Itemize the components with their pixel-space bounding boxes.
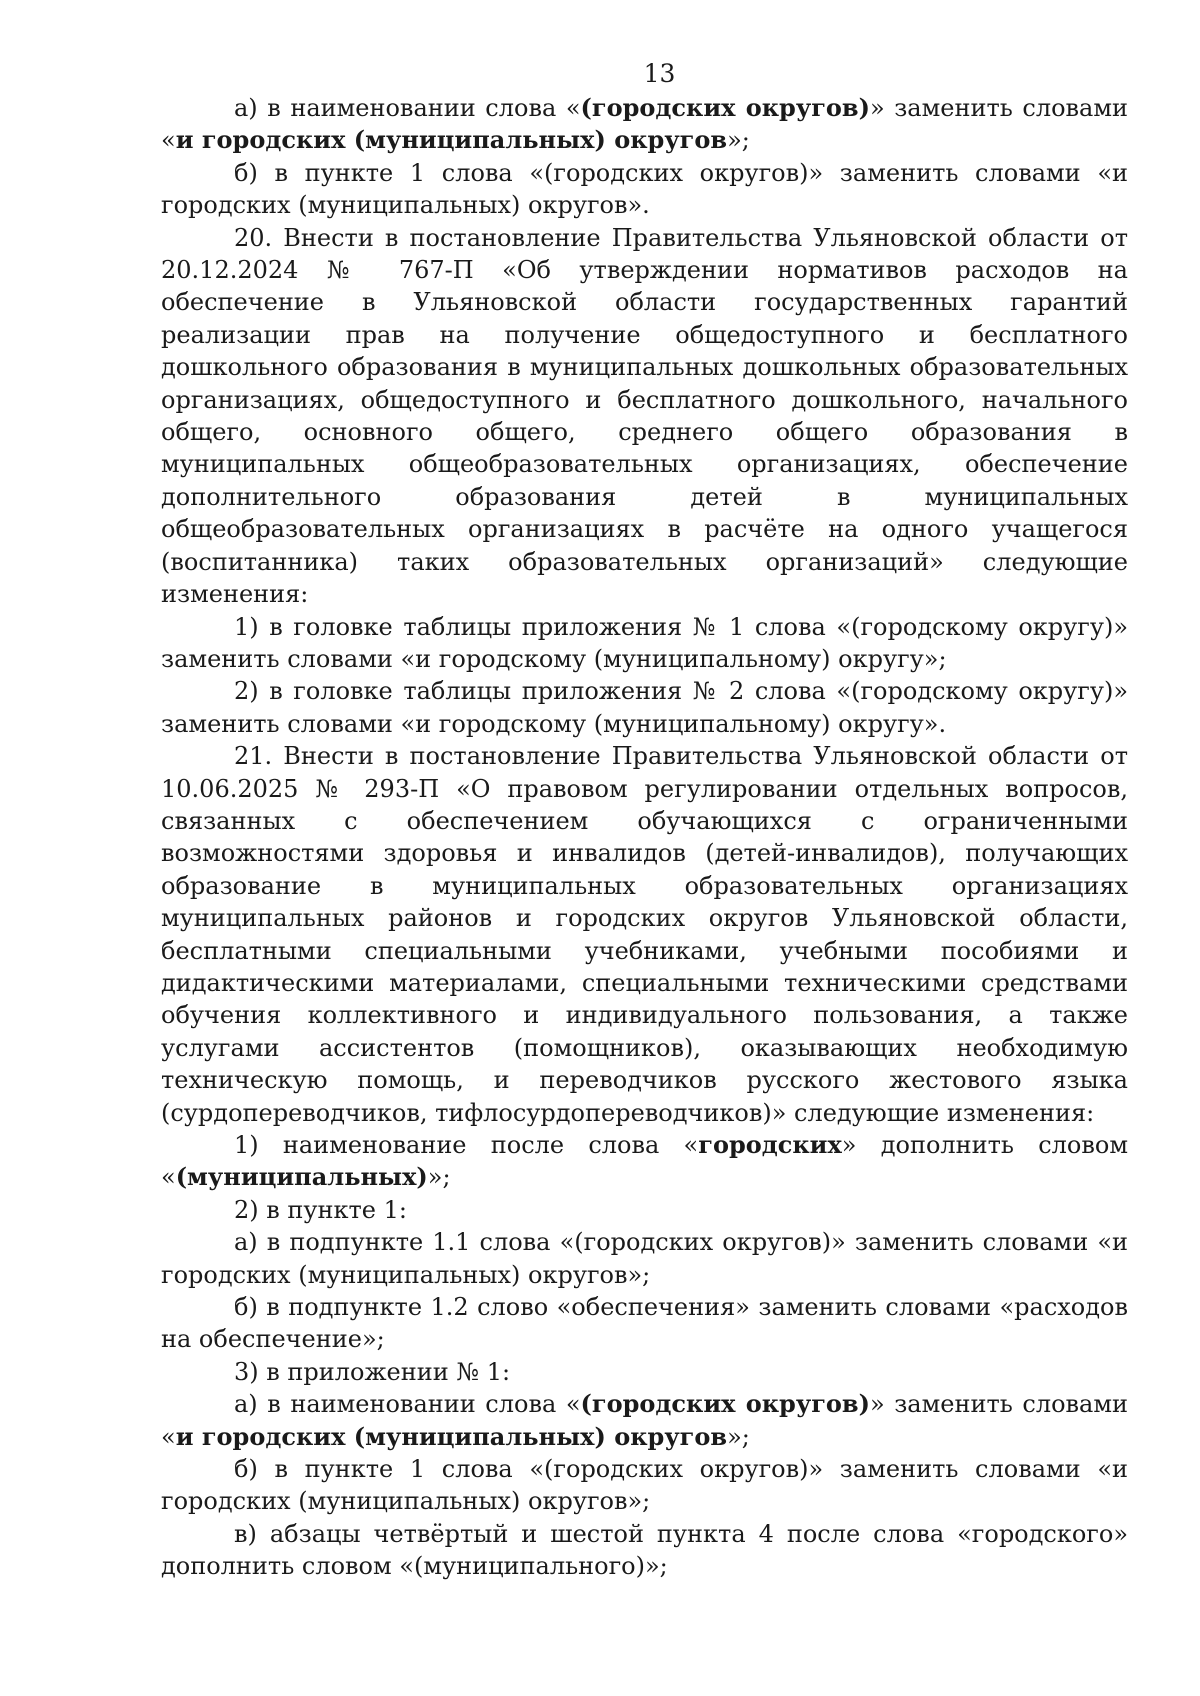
text-segment: а) в подпункте 1.1 слова «(городских округов)» заменить словами «и городских (муниципальных) округов»; — [161, 1228, 1128, 1289]
paragraph-p14 — [161, 1518, 1128, 1583]
bold-text-segment: (муниципальных) — [175, 1162, 428, 1192]
text-segment: в) абзацы четвёртый и шестой пункта 4 после слова «городского» дополнить словом «(муниципального)»; — [161, 1519, 1128, 1581]
page-number: 13 — [643, 59, 676, 88]
bold-text-segment: (городских округов) — [580, 93, 870, 122]
text-segment: » дополнить словом « — [161, 1131, 1128, 1192]
text-segment: 1) в головке таблицы приложения № 1 слова «(городскому округу)» заменить словами «и городскому (муниципальному) округу»; — [161, 612, 1128, 673]
text-segment: »; — [727, 126, 750, 155]
paragraph-p13 — [161, 1453, 1128, 1518]
text-segment: 1) наименование после слова « — [234, 1131, 699, 1159]
text-segment: » заменить словами « — [161, 1390, 1128, 1451]
paragraph-p6 — [161, 740, 1128, 1129]
paragraph-p11 — [161, 1356, 1128, 1388]
text-segment: б) в подпункте 1.2 слово «обеспечения» заменить словами «расходов на обеспечение»; — [161, 1293, 1128, 1354]
bold-text-segment: (городских округов) — [580, 1389, 870, 1419]
text-segment: 2) в головке таблицы приложения № 2 слова «(городскому округу)» заменить словами «и городскому (муниципальному) округу». — [161, 677, 1128, 738]
paragraph-p2 — [161, 157, 1128, 222]
text-segment: » заменить словами « — [161, 94, 1128, 155]
text-segment: 3) в приложении № 1: — [234, 1357, 511, 1386]
bold-text-segment: и городских (муниципальных) округов — [175, 1421, 728, 1451]
paragraph-p12 — [161, 1388, 1128, 1453]
paragraph-p7 — [161, 1129, 1128, 1194]
text-segment: б) в пункте 1 слова «(городских округов)» заменить словами «и городских (муниципальных) округов». — [161, 158, 1128, 220]
text-segment: 2) в пункте 1: — [234, 1195, 407, 1224]
paragraph-p9 — [161, 1226, 1128, 1291]
paragraph-p3 — [161, 222, 1128, 611]
bold-text-segment: городских — [698, 1130, 842, 1159]
text-segment: »; — [427, 1163, 451, 1192]
paragraph-p8 — [161, 1194, 1128, 1226]
text-segment: б) в пункте 1 слова «(городских округов)» заменить словами «и городских (муниципальных) округов»; — [161, 1455, 1128, 1516]
paragraph-p5 — [161, 675, 1128, 740]
paragraph-p4 — [161, 611, 1128, 676]
text-segment: а) в наименовании слова « — [234, 94, 581, 122]
text-segment: 20. Внести в постановление Правительства Ульяновской области от 20.12.2024 № 767-П «Об утверждении нормативов расходов на обеспечение в Ульяновской области государственных гарантий реализации прав на получение общедоступного и бесплатного дошкольного образования в муниципальных дошкольных образовательных организациях, общедоступного и бесплатного дошкольного, начального общего, основного общего, среднего общего образования в муниципальных общеобразовательных организациях, обеспечение дополнительного образования детей в муниципальных общеобразовательных организациях в расчёте на одного учащегося (воспитанника) таких образовательных организаций» следующие изменения: — [161, 223, 1128, 609]
paragraph-p10 — [161, 1291, 1128, 1356]
document-body — [161, 92, 1128, 1583]
text-segment: 21. Внести в постановление Правительства Ульяновской области от 10.06.2025 № 293-П «О правовом регулировании отдельных вопросов, связанных с обеспечением обучающихся с ограниченными возможностями здоровья и инвалидов (детей-инвалидов), получающих образование в муниципальных образовательных организациях муниципальных районов и городских округов Ульяновской области, бесплатными специальными учебниками, учебными пособиями и дидактическими материалами, специальными техническими средствами обучения коллективного и индивидуального пользования, а также услугами ассистентов (помощников), оказывающих необходимую техническую помощь, и переводчиков русского жестового языка (сурдопереводчиков, тифлосурдопереводчиков)» следующие изменения: — [161, 742, 1128, 1127]
paragraph-p1 — [161, 92, 1128, 157]
text-segment: »; — [727, 1422, 750, 1451]
bold-text-segment: и городских (муниципальных) округов — [175, 125, 728, 155]
text-segment: а) в наименовании слова « — [234, 1390, 581, 1419]
